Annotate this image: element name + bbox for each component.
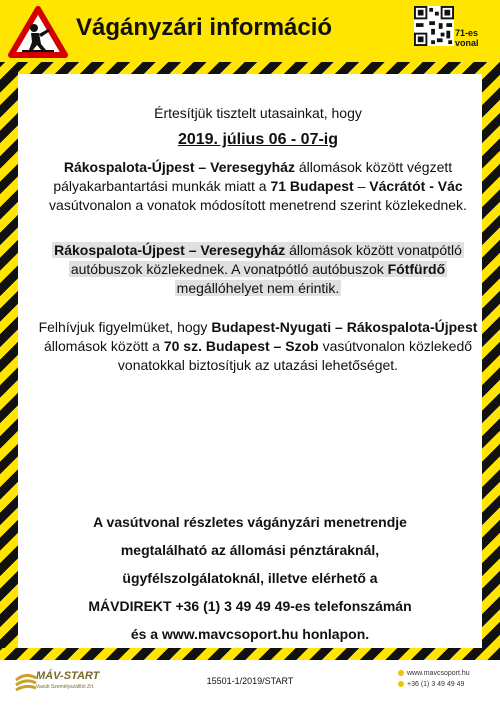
- document-id: 15501-1/2019/START: [206, 676, 294, 686]
- timetable-line: A vasútvonal részletes vágányzári menetrendje: [93, 514, 407, 530]
- footer: [0, 660, 500, 712]
- text-segment: állomások között végzett pályakarbantartási munkák miatt a: [53, 159, 453, 194]
- line-label-bottom: vonal: [455, 38, 479, 48]
- timetable-line: ügyfélszolgálatoknál, illetve elérhető a: [122, 570, 378, 586]
- text-segment: megállóhelyet nem érintik.: [176, 280, 340, 296]
- station-name: Veresegyház: [200, 242, 286, 258]
- railway-worker-warning-icon: [8, 6, 68, 58]
- station-name: Rákospalota-Újpest: [63, 159, 195, 175]
- logo-subtitle: Vasúti Személyszállító Zrt.: [36, 684, 95, 690]
- phone-icon: [398, 681, 404, 687]
- line-name: Vácrátót - Vác: [369, 178, 463, 194]
- alternative-route-paragraph: [18, 318, 498, 375]
- qr-code-icon[interactable]: [414, 6, 454, 46]
- text-segment: Felhívjuk figyelmüket, hogy: [38, 319, 212, 335]
- station-name: Rákospalota-Újpest: [346, 319, 478, 335]
- closure-paragraph: [18, 158, 498, 215]
- contact-web[interactable]: www.mavcsoport.hu: [407, 670, 470, 677]
- text-segment: állomások között a: [43, 338, 164, 354]
- dash: –: [353, 178, 370, 194]
- page-title: Vágányzári információ: [76, 14, 333, 41]
- station-name: Rákospalota-Újpest: [54, 242, 185, 258]
- contact-phone-row: [398, 679, 470, 690]
- contact-phone[interactable]: +36 (1) 3 49 49 49: [407, 681, 465, 688]
- globe-icon: [398, 670, 404, 676]
- station-name: Veresegyház: [210, 159, 295, 175]
- highlighted-text: [52, 242, 464, 296]
- timetable-info: [18, 508, 482, 648]
- hazard-stripe-left: [0, 62, 18, 660]
- closure-date: 2019. július 06 - 07-ig: [177, 131, 339, 148]
- text-segment: állomások között vonatpótló autóbuszok közlekednek. A vonatpótló autóbuszok: [70, 242, 462, 277]
- timetable-line: MÁVDIREKT +36 (1) 3 49 49 49-es telefonszámán: [88, 598, 412, 614]
- bus-replacement-paragraph: [18, 241, 498, 298]
- notice-content: [18, 74, 482, 648]
- stop-name: Fótfürdő: [387, 261, 446, 277]
- timetable-line: megtalálható az állomási pénztáraknál,: [120, 542, 380, 558]
- station-name: Budapest-Nyugati: [211, 319, 332, 335]
- hazard-stripe-top: [0, 62, 500, 74]
- contact-web-row: [398, 668, 470, 679]
- timetable-line: és a www.mavcsoport.hu honlapon.: [130, 626, 370, 642]
- dash: –: [184, 242, 201, 258]
- intro-text: Értesítjük tisztelt utasainkat, hogy: [154, 105, 362, 121]
- contact-info: [398, 668, 470, 690]
- dash: –: [194, 159, 211, 175]
- text-segment: vasútvonalon a vonatok módosított menetrend szerint közlekednek.: [49, 197, 467, 213]
- logo-wordmark: MÁV-START: [36, 670, 100, 682]
- line-number-label: [455, 28, 479, 48]
- line-name: Szob: [285, 338, 319, 354]
- dash: –: [269, 338, 286, 354]
- header-bar: [0, 0, 500, 62]
- line-name: 71 Budapest: [270, 178, 354, 194]
- dash: –: [331, 319, 347, 335]
- text-segment: vasútvonalon közlekedő vonatokkal biztosítjuk az utazási lehetőséget.: [117, 338, 473, 373]
- hazard-stripe-bottom: [0, 648, 500, 660]
- line-label-top: 71-es: [455, 28, 479, 38]
- line-name: 70 sz. Budapest: [163, 338, 270, 354]
